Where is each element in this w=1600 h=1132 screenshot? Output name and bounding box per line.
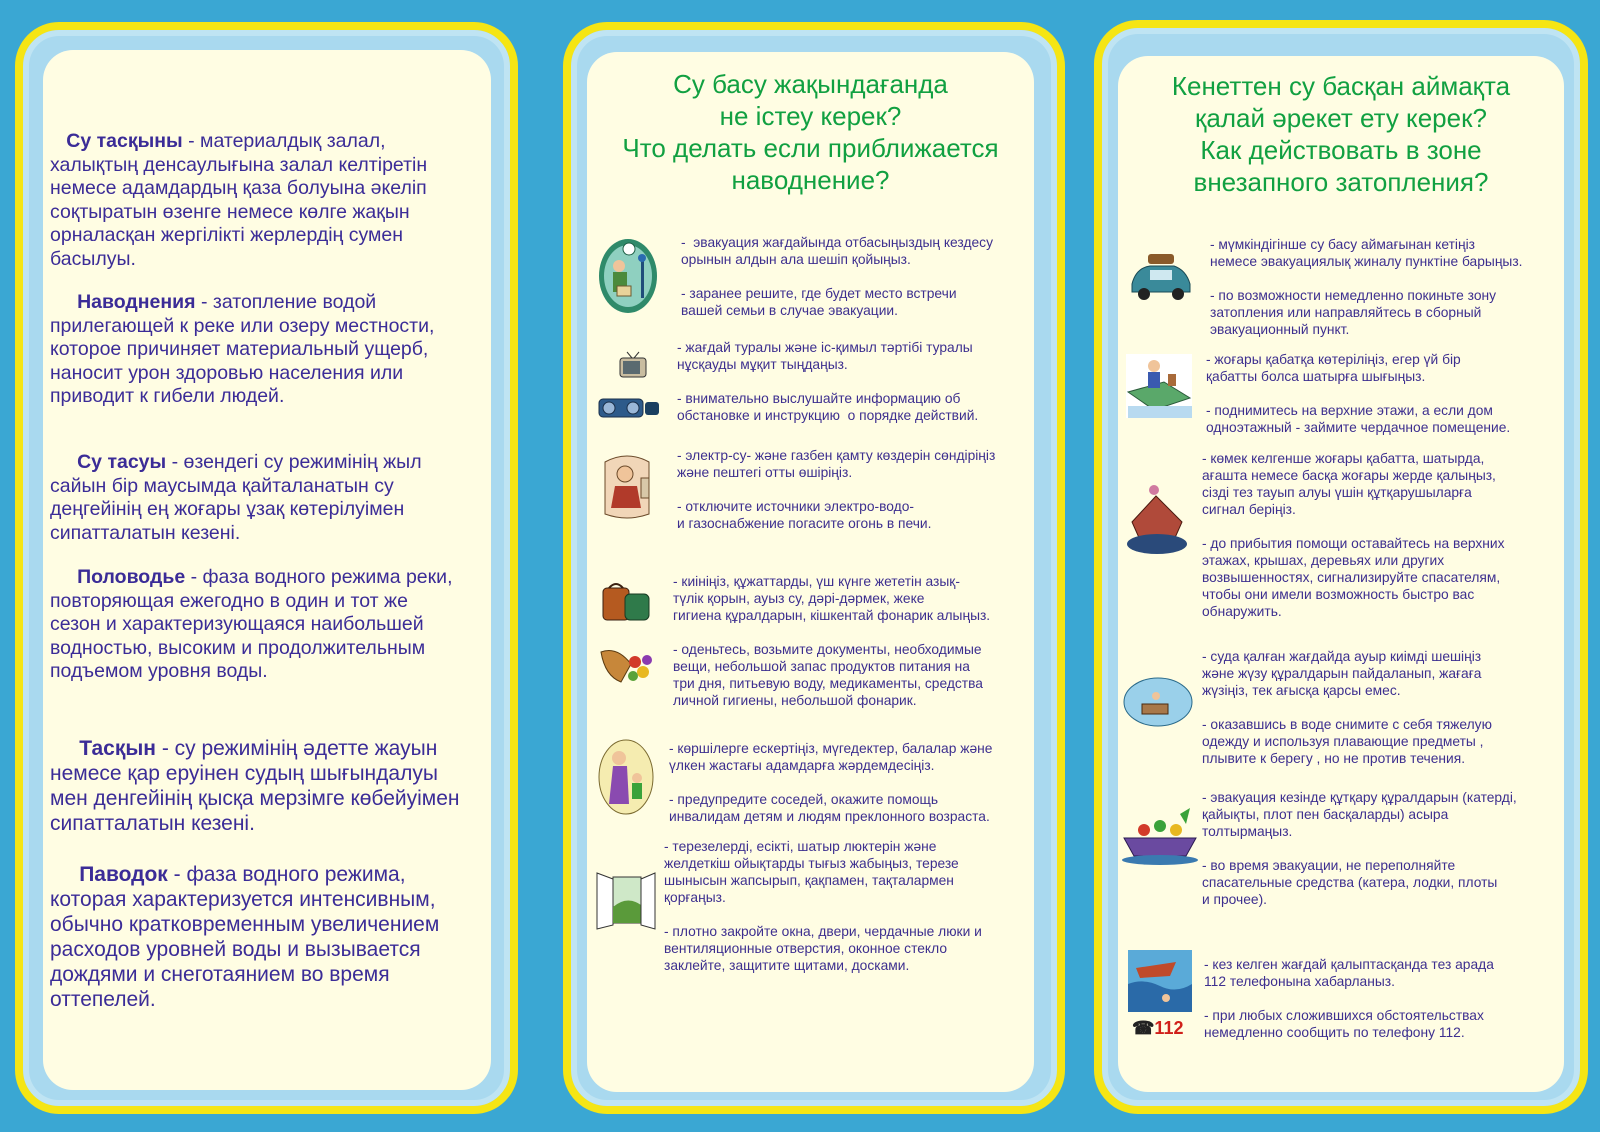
tip-kz: - эвакуация жағдайында отбасыңыздың кездесу орынын алдын ала шешіп қойыңыз. <box>681 235 993 267</box>
tip-ru: - до прибытия помощи оставайтесь на верхних этажах, крышах, деревьях или других возвышенностях, сигнализируйте спасателям, чтобы они имели возможность быстро вас обнаружить. <box>1202 536 1505 619</box>
tip-take-supplies <box>673 573 990 709</box>
tip-meeting-place <box>681 234 993 319</box>
phone-number: 112 <box>1154 1018 1184 1038</box>
right-card <box>1118 56 1564 1092</box>
tv-icon <box>617 350 649 380</box>
tip-listen-info <box>677 339 978 424</box>
tip-ru: - по возможности немедленно покиньте зону затопления или направляйтесь в сборный эвакуационный пункт. <box>1210 288 1497 337</box>
heading-line: внезапного затопления? <box>1193 167 1489 197</box>
tip-ru: - заранее решите, где будет место встречи вашей семьи в случае эвакуации. <box>681 286 957 318</box>
term: Су тасқыны <box>66 130 183 152</box>
tip-in-water <box>1202 648 1492 767</box>
term: Паводок <box>79 863 168 886</box>
swimming-icon <box>1122 674 1194 730</box>
car-evacuation-icon <box>1128 252 1194 302</box>
phone-icon: ☎ <box>1132 1018 1155 1038</box>
definition-navodneniya <box>50 291 520 409</box>
heading-line: Су басу жақындағанда <box>673 69 948 99</box>
tip-kz: - жоғары қабатқа көтеріліңіз, егер үй бір қабатты болса шатырға шығыңыз. <box>1206 352 1461 384</box>
right-panel <box>1094 20 1588 1114</box>
heading-line: не істеу керек? <box>719 101 902 131</box>
tip-kz: - мүмкіндігінше су басу аймағынан кетіңіз немесе эвакуациялық жиналу пунктіне барыңыз. <box>1210 237 1523 269</box>
definition-text: - су режимінің әдетте жауын немесе қар еруінен судың шығындалуы мен денгейінің қысқа мерзімге көбейуімен сипатталатын кезені. <box>50 737 460 835</box>
tip-kz: - көршілерге ескертіңіз, мүгедектер, балалар және үлкен жастағы адамдарға жәрдемдесіңіз. <box>669 741 993 773</box>
middle-heading <box>587 68 1034 196</box>
heading-line: Как действовать в зоне <box>1200 135 1482 165</box>
heading-line: Кенеттен су басқан аймақта <box>1171 71 1511 101</box>
definition-text: - фаза водного режима, которая характеризуется интенсивным, обычно кратковременным увеличением расходов уровней воды и вызывается дождями и снеготаянием во время оттепелей. <box>50 863 440 1011</box>
tip-switch-off <box>677 447 995 532</box>
definition-text: - затопление водой прилегающей к реке или озеру местности, которое причиняет материальный ущерб, наносит урон здоровью населения или приводит к гибели людей. <box>50 291 435 407</box>
tip-do-not-overload <box>1202 789 1517 908</box>
left-card <box>43 50 491 1090</box>
tip-ru: - предупредите соседей, окажите помощь инвалидам детям и людям преклонного возраста. <box>669 792 990 824</box>
tip-kz: - кез келген жағдай қалыптасқанда тез арада 112 телефонына хабарланыз. <box>1204 957 1494 989</box>
tip-call-112 <box>1204 956 1494 1041</box>
food-supplies-icon <box>597 642 655 686</box>
flooded-house-icon <box>1126 482 1188 556</box>
tip-kz: - эвакуация кезінде құтқару құралдарын (катерді, қайықты, плот пен басқаларды) асыра толтырмаңыз. <box>1202 790 1517 839</box>
flood-rescue-icon <box>1126 948 1194 1014</box>
close-windows-icon <box>595 867 657 931</box>
term: Тасқын <box>79 737 156 760</box>
definition-taskyn <box>50 736 520 836</box>
definition-su-taskyny <box>50 130 520 271</box>
help-neighbours-icon <box>597 738 655 816</box>
tip-close-windows <box>664 838 982 974</box>
tip-ru: - при любых сложившихся обстоятельствах немедленно сообщить по телефону 112. <box>1204 1008 1484 1040</box>
tip-ru: - оденьтесь, возьмите документы, необходимые вещи, небольшой запас продуктов питания на три дня, питьевую воду, медикаменты, средства личной гигиены, небольшой фонарик. <box>673 642 983 708</box>
definition-text: - фаза водного режима реки, повторяющая ежегодно в один и тот же сезон и характеризующаяся наибольшей водностью, высоким и продолжительным подъемом уровня воды. <box>50 566 453 682</box>
term: Су тасуы <box>77 451 167 473</box>
bags-icon <box>601 580 653 624</box>
climb-roof-icon <box>1124 352 1194 420</box>
rescue-boat-icon <box>1120 804 1200 866</box>
tip-ru: - внимательно выслушайте информацию об обстановке и инструкцию о порядке действий. <box>677 391 979 423</box>
middle-card <box>587 52 1034 1092</box>
tip-kz: - киініңіз, құжаттарды, үш күнге жететін азық- түлік қорын, ауыз су, дәрі-дәрмек, жеке гигиена құралдарын, кішкентай фонарик алыңыз. <box>673 574 991 623</box>
tip-help-neighbours <box>669 740 992 825</box>
heading-line: Что делать если приближается <box>622 133 999 163</box>
definition-pavodok <box>50 862 520 1012</box>
tip-ru: - во время эвакуации, не переполняйте спасательные средства (катера, лодки, плоты и прочее). <box>1202 858 1498 907</box>
tip-kz: - терезелерді, есікті, шатыр люктерін және желдеткіш ойықтарды тығыз жабыңыз, терезе шынысын жапсырып, қақпамен, тақталармен қорғаңыз. <box>664 839 959 905</box>
term: Наводнения <box>77 291 196 313</box>
tip-ru: - плотно закройте окна, двери, чердачные люки и вентиляционные отверстия, оконное стекло заклейте, защитите щитами, досками. <box>664 924 982 973</box>
evacuation-meeting-icon <box>597 236 659 314</box>
tip-ru: - оказавшись в воде снимите с себя тяжелую одежду и используя плавающие предметы , плывите к берегу , но не против течения. <box>1202 717 1492 766</box>
right-heading <box>1118 70 1564 198</box>
tip-kz: - электр-су- және газбен қамту көздерін сөндіріңіз және пештегі отты өшіріңіз. <box>677 448 996 480</box>
tip-kz: - суда қалған жағдайда ауыр киімді шешіңіз және жүзу құралдарын пайдаланып, жағаға жүзіңіз, тек ағысқа қарсы емес. <box>1202 649 1482 698</box>
definition-text: - өзендегі су режимінің жыл сайын бір маусымда қайталанатын су деңгейінің ең жоғары ұзақ көтерілуімен сипатталатын кезені. <box>50 451 422 544</box>
tip-go-upstairs <box>1206 351 1510 436</box>
term: Половодье <box>77 566 186 588</box>
heading-line: қалай әрекет ету керек? <box>1195 103 1487 133</box>
tip-leave-zone <box>1210 236 1523 338</box>
definition-text: - материалдық залал, халықтың денсаулығына залал келтіретін немесе адамдардың қаза болуына әкеліп соқтыратын өзенге немесе көлге жақын орналасқан жергілікті жерлердің сумен басылуы. <box>50 130 428 270</box>
tip-ru: - отключите источники электро-водо- и газоснабжение погасите огонь в печи. <box>677 499 932 531</box>
phone-112-badge <box>1132 1018 1183 1039</box>
middle-panel <box>563 22 1065 1114</box>
left-panel <box>15 22 518 1114</box>
switch-off-utilities-icon <box>597 452 657 520</box>
tip-wait-for-help <box>1202 450 1505 620</box>
tip-kz: - көмек келгенше жоғары қабатта, шатырда, ағашта немесе басқа жоғары жерде қалыңыз, сізді тез тауып алуы үшін құтқарушыларға сигнал беріңіз. <box>1202 451 1496 517</box>
definition-su-tasuy <box>50 451 520 545</box>
heading-line: наводнение? <box>731 165 890 195</box>
tip-kz: - жағдай туралы және іс-қимыл тәртібі туралы нұсқауды мұқит тыңдаңыз. <box>677 340 973 372</box>
radio-icon <box>597 394 663 420</box>
tip-ru: - поднимитесь на верхние этажи, а если дом одноэтажный - займите чердачное помещение. <box>1206 403 1511 435</box>
definition-polovodye <box>50 566 520 684</box>
